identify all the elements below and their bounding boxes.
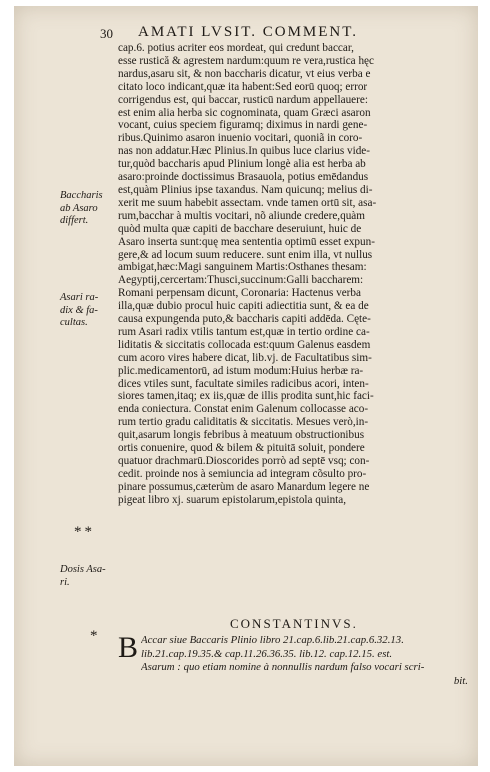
- footnote-block: [118, 631, 468, 688]
- text-line: Aegyptij,cercertam:Thusci,succinum:Galli baccharem:: [118, 274, 364, 287]
- footnote-line: lib.21.cap.19.35.& cap.11.26.36.35. lib.12. cap.12.15. est.: [141, 647, 393, 660]
- text-line: ambigat,hæc:Magi sanguinem Martis:Osthanes thesam:: [118, 261, 367, 274]
- section-heading: CONSTANTINVS.: [230, 616, 358, 631]
- text-line: citato loco indicant,quæ ita habent:Sed eorū quoq; error: [118, 80, 368, 93]
- book-page: [14, 6, 478, 766]
- margin-line: ab Asaro: [60, 202, 98, 214]
- drop-cap: B: [118, 631, 139, 664]
- text-line: pinare possumus,cæterùm de asaro Manardum legere ne: [118, 480, 370, 493]
- text-line: vocant, cuius speciem figuramq; diximus in nardi gene-: [118, 119, 368, 132]
- text-line: est,quàm Plinius ipse taxandus. Nam quicunq; melius di-: [118, 183, 373, 196]
- text-line: Asaro inserta sunt:quę mea sententia optimū esset expun-: [118, 235, 375, 248]
- text-line: ortis conuenire, quod & bilem & pituitā soluit, pondere: [118, 442, 365, 455]
- margin-note-baccharis: [60, 190, 120, 228]
- page-number: 30: [100, 26, 113, 41]
- margin-note-asari: [60, 292, 120, 330]
- text-line: enda coniectura. Constat enim Galenum collocasse aco-: [118, 403, 369, 416]
- text-line: est enim alia herba sic cognominata, quam Græci asaron: [118, 106, 371, 119]
- footnote-line: bit.: [453, 674, 468, 687]
- margin-line: dix & fa-: [60, 304, 98, 316]
- text-line: rum tertio gradu caliditatis & siccitatis. Mesues verò,in-: [118, 416, 369, 429]
- text-line: rum,bacchar à multis vocitari, nõ aliunde credere,quàm: [118, 209, 365, 222]
- text-line: quatuor drachmarū.Dioscorides porrò ad septē vsq; con-: [118, 455, 370, 467]
- margin-line: differt.: [60, 215, 89, 226]
- text-line: cap.6. potius acriter eos mordeat, qui credunt baccar,: [118, 42, 354, 54]
- text-line: quit,asarum longis febribus à meatuum obstructionibus: [118, 429, 365, 442]
- text-line: esse rustică & agrestem nardum:quum re vera,rustica hęc: [118, 54, 374, 67]
- text-line: causa expungenda puto,& baccharis capiti addēda. Cęte-: [118, 313, 371, 326]
- text-line: plic.medicamentorū, ad istum modum:Huius herbæ ra-: [118, 364, 364, 377]
- main-text-block: [118, 42, 468, 507]
- text-line: xerit me suum habebit assectam. vnde tamen ortū sit, asa-: [118, 196, 377, 209]
- running-title: AMATI LVSIT. COMMENT.: [138, 24, 359, 40]
- text-line: rum Asari radix vtilis tantum est,quæ in tertio ordine ca-: [118, 325, 370, 338]
- text-line: siores tamen,itaq; ex iis,quæ de illis prodita sunt,hic faci-: [118, 390, 374, 403]
- text-line: tur,quòd baccharis apud Plinium longè alia est herba ab: [118, 158, 366, 171]
- footnote-line: Accar siue Baccaris Plinio libro 21.cap.6.lib.21.cap.6.32.13.: [141, 634, 404, 646]
- text-line: corrigendus est, qui baccar, rusticū nardum appellauere:: [118, 93, 368, 106]
- text-line: quòd multa quæ capiti de bacchare deseruiunt, huic de: [118, 222, 362, 235]
- margin-note-dosis: [60, 564, 120, 589]
- text-line: nardus,asaru sit, & non baccharis dicatur, vt eius verba e: [118, 67, 371, 80]
- text-line: dices vtiles sunt, facultate similes radicibus acori, inten-: [118, 377, 369, 390]
- asterisk-mark: *: [90, 628, 101, 644]
- text-line: illa,quæ dubio procul huic capiti adiectitia sunt, & ea de: [118, 300, 369, 313]
- margin-line: Baccharis: [60, 190, 103, 201]
- text-line: nas non addatur.Hæc Plinius.In quibus luce clarius vide-: [118, 145, 370, 158]
- text-line: gere,& ad locum suum reducere. sunt enim illa, vt nullus: [118, 248, 373, 261]
- margin-line: ri.: [60, 576, 70, 588]
- text-line: Romani perpensam dicunt, Coronaria: Hactenus verba: [118, 287, 361, 300]
- margin-line: Dosis Asa-: [60, 564, 106, 575]
- text-line: cum acoro vires habere dicat, lib.vj. de Facultatibus sim-: [118, 351, 372, 364]
- text-line: ribus.Quinimo asaron inuenio vocitari, quoniã in coro-: [118, 132, 363, 145]
- text-line: pigeat libro xj. suarum epistolarum,epistola quinta,: [118, 493, 347, 506]
- text-line: asaro:proinde doctissimus Brasauola, potius emēdandus: [118, 171, 369, 184]
- margin-line: cultas.: [60, 317, 88, 328]
- text-line: liditatis & siccitatis collocada est:quum Galenus easdem: [118, 338, 371, 351]
- footnote-line: Asarum : quo etiam nomine à nonnullis nardum falso vocari scri-: [141, 661, 425, 673]
- margin-line: Asari ra-: [60, 292, 99, 303]
- asterisk-mark: **: [74, 524, 95, 540]
- text-line: cedit. proinde nos à semiuncia ad integram cõsulto pro-: [118, 467, 367, 480]
